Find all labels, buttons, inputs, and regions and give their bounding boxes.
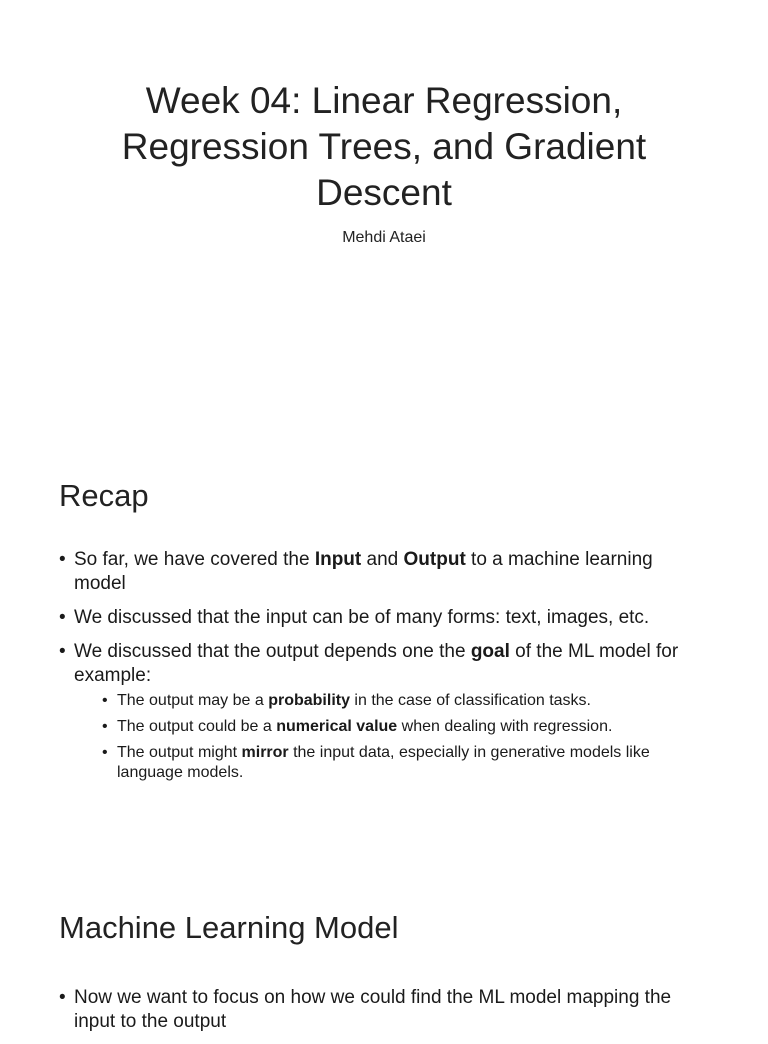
- author-name: Mehdi Ataei: [342, 229, 426, 246]
- sub-bullet-list: [102, 691, 708, 783]
- presentation-title: Week 04: Linear Regression, Regression Trees, and Gradient Descent: [121, 80, 647, 213]
- bullet-text: The output might: [117, 744, 242, 761]
- bullet-text: We discussed that the input can be of many forms: text, images, etc.: [74, 607, 650, 628]
- bold-term: mirror: [241, 744, 289, 761]
- bullet-item: [59, 640, 708, 783]
- bullet-text: The output may be a: [117, 692, 269, 709]
- bullet-text: the input data, especially in generative models like language models.: [117, 744, 650, 781]
- bullet-list: [59, 548, 708, 793]
- bullet-text: So far, we have covered the: [74, 549, 315, 570]
- bullet-item: [59, 548, 708, 596]
- bullet-text: Now we want to focus on how we could find the ML model mapping the input to the output: [74, 987, 672, 1032]
- bold-term: Input: [314, 549, 362, 570]
- bullet-text: of the ML model for example:: [74, 641, 679, 686]
- ml-model-slide: [0, 864, 768, 1032]
- sub-bullet-item: [102, 743, 708, 783]
- slide-heading: Machine Learning Model: [59, 910, 399, 945]
- sub-bullet-item: [102, 691, 708, 711]
- bullet-text: when dealing with regression.: [397, 718, 613, 735]
- bold-term: probability: [268, 692, 350, 709]
- bullet-item: [59, 606, 708, 630]
- bullet-text: and: [361, 549, 404, 570]
- bullet-text: in the case of classification tasks.: [349, 692, 591, 709]
- slide-heading: Recap: [59, 478, 149, 513]
- bold-term: goal: [470, 641, 510, 662]
- bullet-text: The output could be a: [117, 718, 277, 735]
- recap-slide: [0, 432, 768, 864]
- bullet-list: [59, 986, 708, 1044]
- bullet-text: We discussed that the output depends one the: [74, 641, 471, 662]
- bullet-text: to a machine learning model: [74, 549, 653, 594]
- title-slide: [0, 0, 768, 432]
- bold-term: numerical value: [276, 718, 398, 735]
- sub-bullet-item: [102, 717, 708, 737]
- bold-term: Output: [403, 549, 466, 570]
- bullet-item: [59, 986, 708, 1034]
